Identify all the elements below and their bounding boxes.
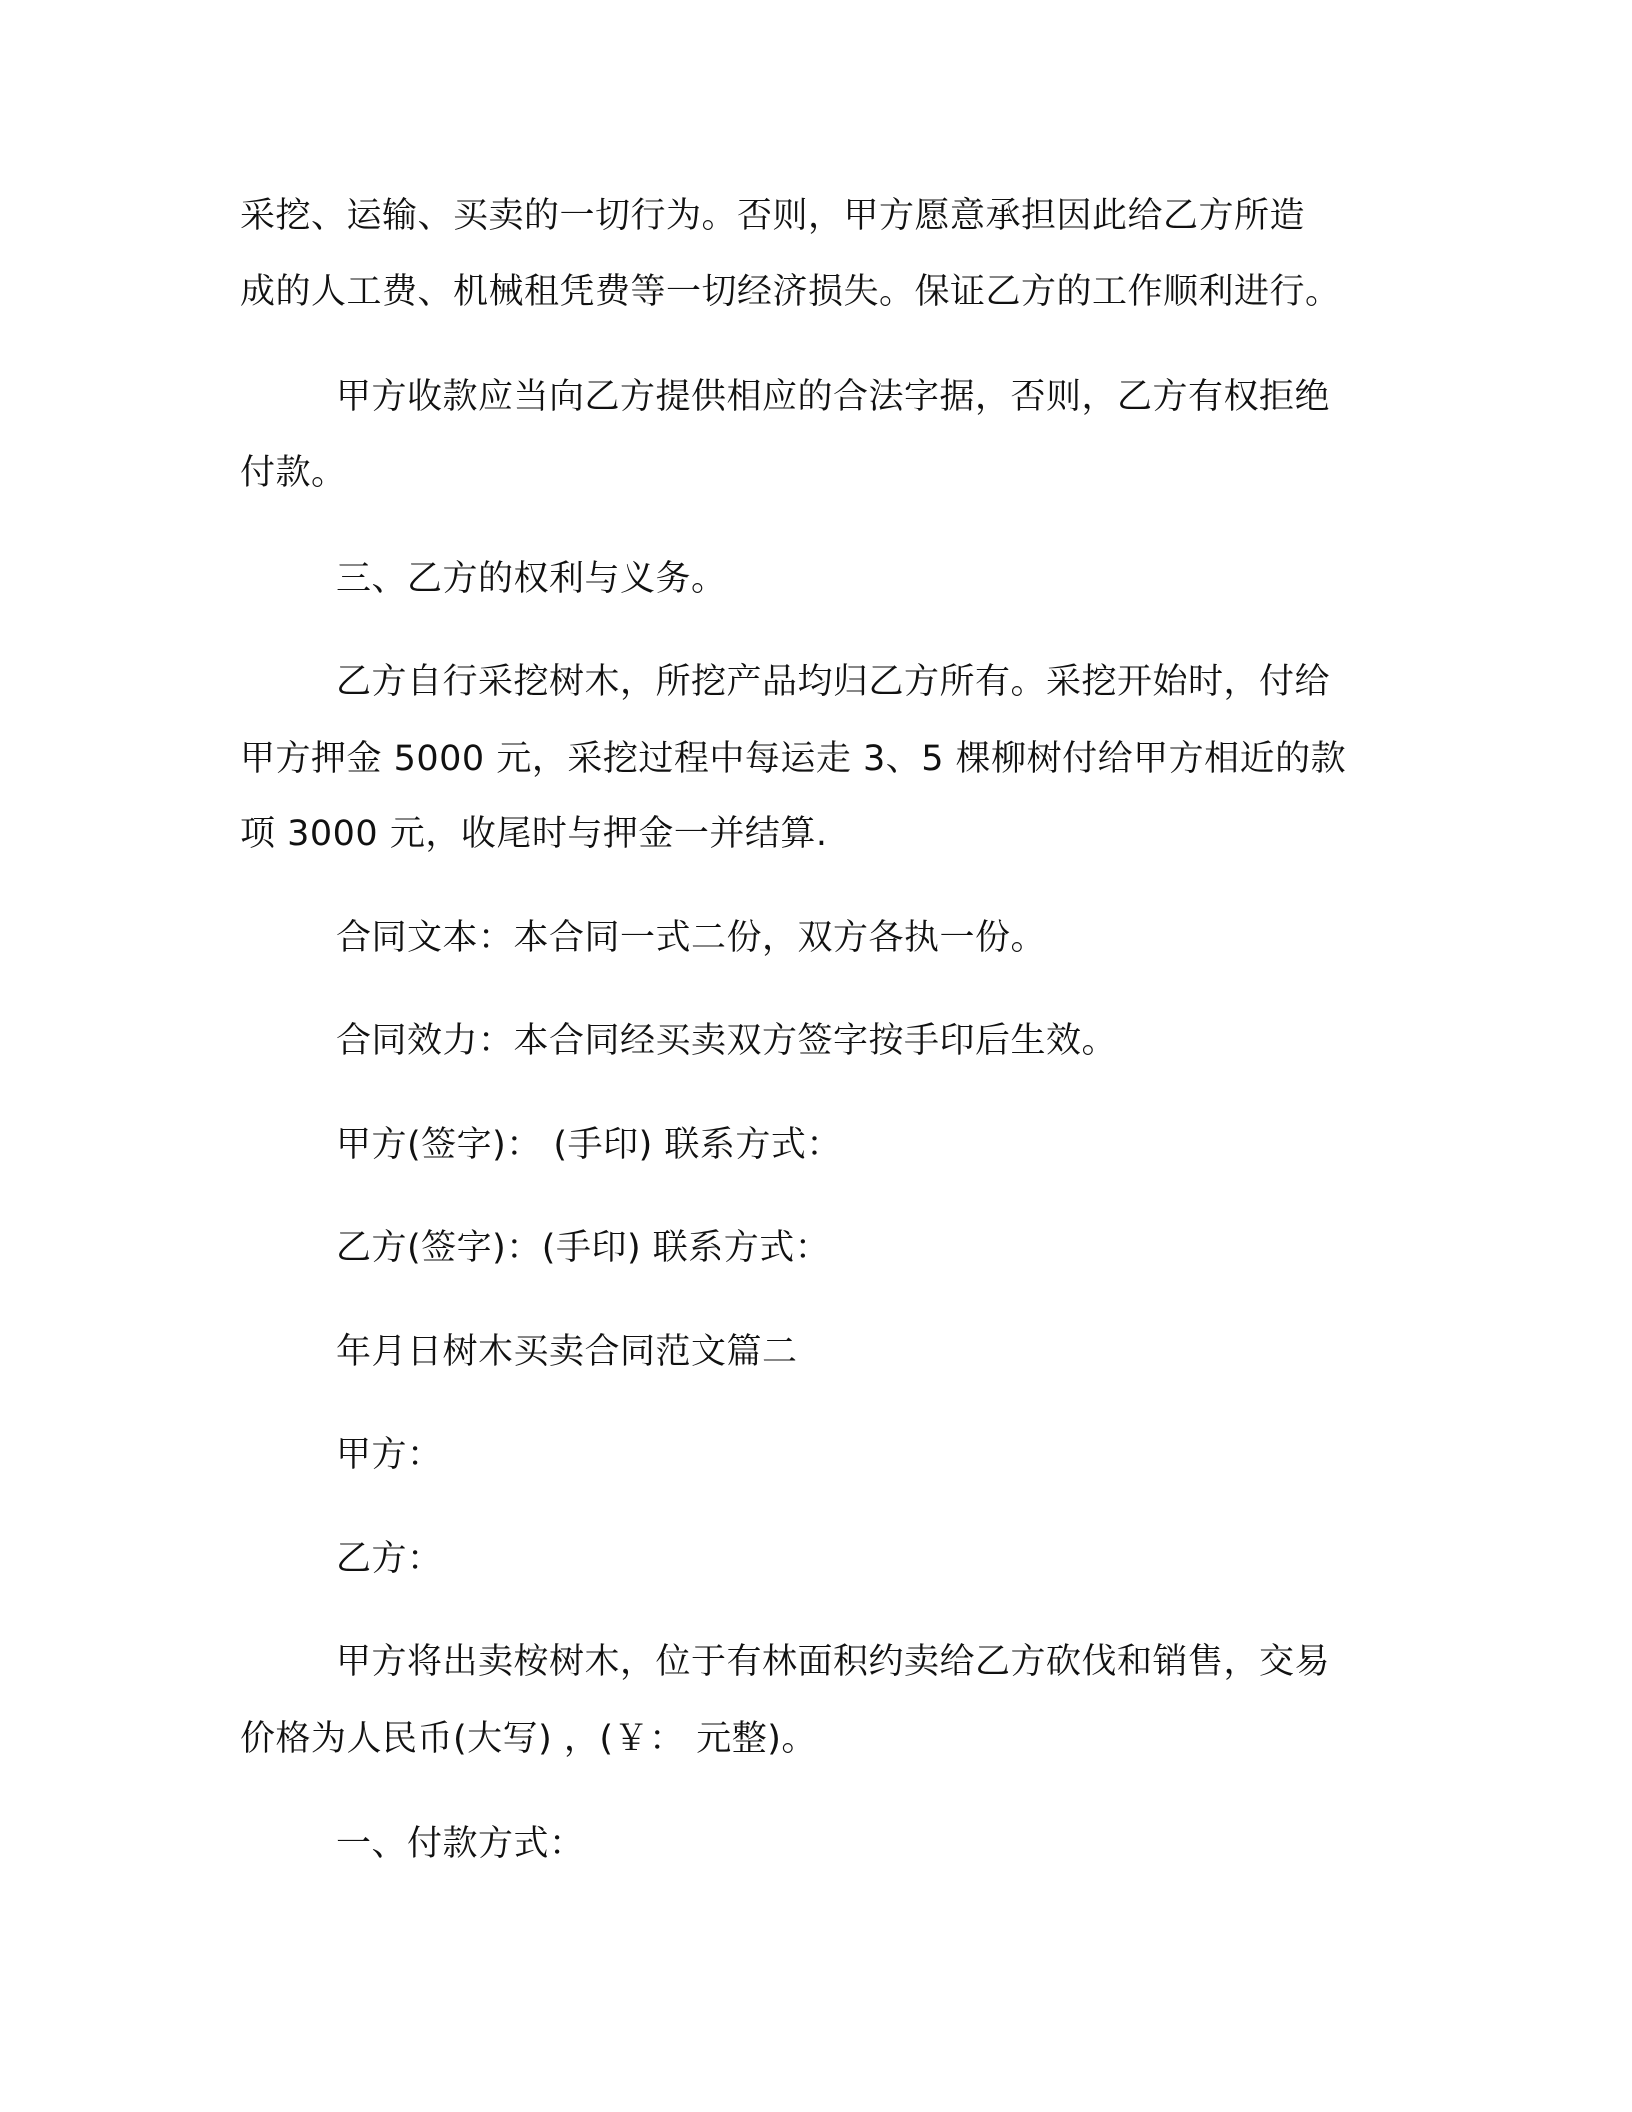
paragraph-line: 成的人工费、机械租凭费等一切经济损失。保证乙方的工作顺利进行。	[240, 272, 1341, 312]
paragraph-line: 采挖、运输、买卖的一切行为。否则，甲方愿意承担因此给乙方所造	[240, 196, 1306, 236]
paragraph-line: 项 3000 元，收尾时与押金一并结算.	[240, 814, 828, 854]
paragraph-line: 甲方收款应当向乙方提供相应的合法字据，否则，乙方有权拒绝	[336, 377, 1331, 417]
paragraph-line: 乙方自行采挖树木，所挖产品均归乙方所有。采挖开始时，付给	[336, 662, 1331, 702]
party-a-label: 甲方：	[336, 1435, 443, 1475]
section-title: 年月日树木买卖合同范文篇二	[336, 1332, 798, 1372]
paragraph-line: 价格为人民币(大写) ，(￥： 元整)。	[240, 1719, 817, 1759]
paragraph-line: 合同效力：本合同经买卖双方签字按手印后生效。	[336, 1021, 1118, 1061]
signature-line-party-b: 乙方(签字)：(手印) 联系方式：	[336, 1228, 831, 1268]
party-b-label: 乙方：	[336, 1539, 443, 1579]
signature-line-party-a: 甲方(签字)： (手印) 联系方式：	[336, 1125, 842, 1165]
paragraph-line: 甲方押金 5000 元，采挖过程中每运走 3、5 棵柳树付给甲方相近的款	[240, 739, 1347, 779]
section-heading: 一、付款方式：	[336, 1824, 585, 1864]
paragraph-line: 付款。	[240, 453, 347, 493]
paragraph-line: 甲方将出卖桉树木，位于有林面积约卖给乙方砍伐和销售，交易	[336, 1642, 1331, 1682]
section-heading: 三、乙方的权利与义务。	[336, 559, 727, 599]
paragraph-line: 合同文本：本合同一式二份，双方各执一份。	[336, 918, 1047, 958]
